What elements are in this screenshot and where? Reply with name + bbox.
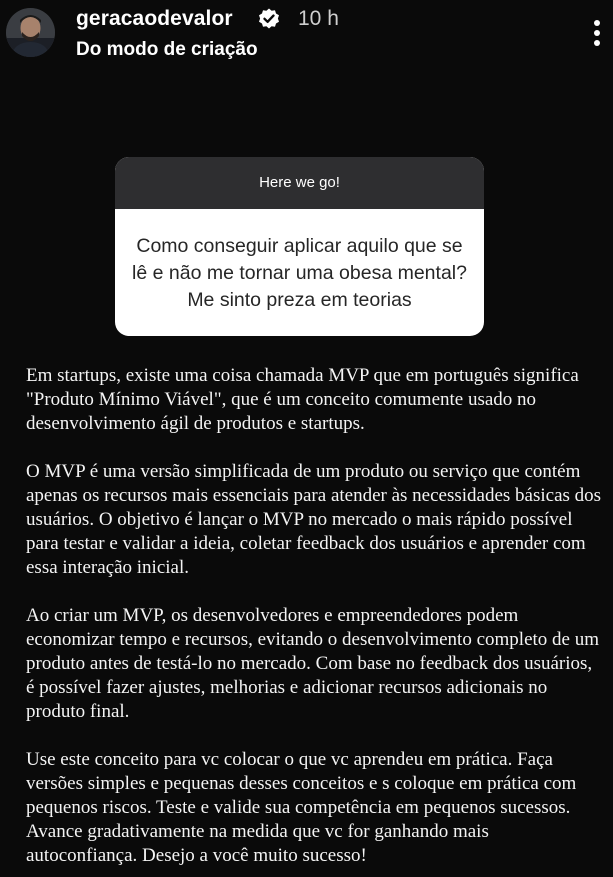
question-sticker-title: Here we go! <box>115 157 484 209</box>
answer-text <box>26 364 604 877</box>
avatar[interactable] <box>6 8 55 57</box>
answer-paragraph: Ao criar um MVP, os desenvolvedores e empreendedores podem economizar tempo e recursos, evitando o desenvolvimento completo de um produto antes de testá-lo no mercado. Com base no feedback dos usuários, é possível fazer ajustes, melhorias e adicionar recursos adicionais no produto final. <box>26 605 599 722</box>
answer-paragraph: O MVP é uma versão simplificada de um produto ou serviço que contém apenas os recursos mais essenciais para atender às necessidades básicas dos usuários. O objetivo é lançar o MVP no mercado o mais rápido possível para testar e validar a ideia, coletar feedback dos usuários e aprender com essa interação inicial. <box>26 461 602 578</box>
question-text: Como conseguir aplicar aquilo que se lê e não me tornar uma obesa mental? Me sinto preza em teorias <box>132 235 467 311</box>
story-subtitle[interactable]: Do modo de criação <box>76 39 258 60</box>
story-header <box>0 0 613 70</box>
timestamp: 10 h <box>298 7 339 30</box>
avatar-image <box>6 8 55 57</box>
more-vertical-icon[interactable] <box>585 16 609 50</box>
username[interactable]: geracaodevalor <box>76 7 233 30</box>
answer-paragraph: Use este conceito para vc colocar o que vc aprendeu em prática. Faça versões simples e pequenas desses conceitos e s coloque em prática com pequenos riscos. Teste e valide sua competência em pequenos sucessos. Avance gradativamente na medida que vc for ganhando mais autoconfiança. Desejo a você muito sucesso! <box>26 749 577 866</box>
answer-paragraph: Em startups, existe uma coisa chamada MVP que em português significa "Produto Mínimo Viável", que é um conceito comumente usado no desenvolvimento ágil de produtos e startups. <box>26 365 579 434</box>
question-sticker[interactable] <box>115 157 484 336</box>
verified-badge-icon <box>258 8 280 30</box>
